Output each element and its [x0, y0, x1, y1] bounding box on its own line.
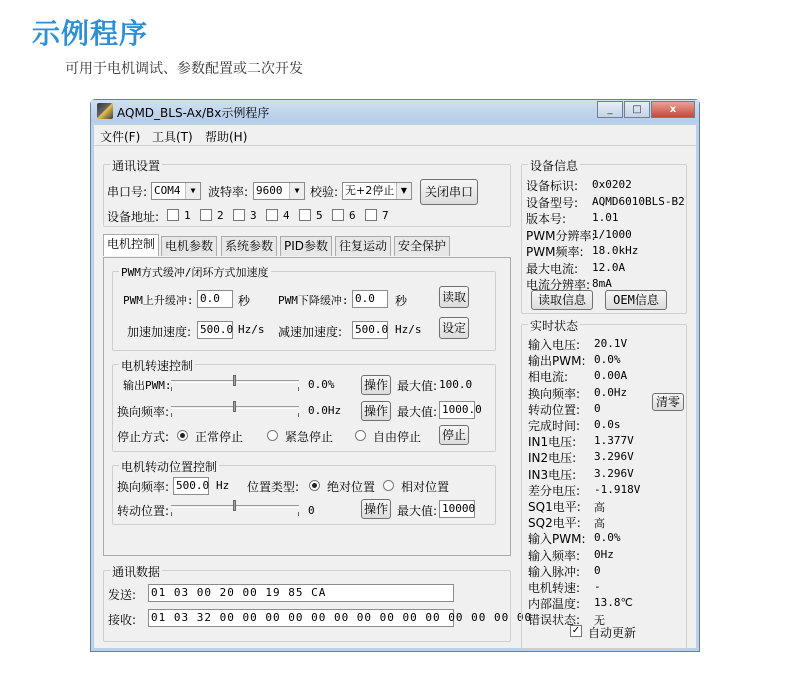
stop-mode-label: 停止方式:: [117, 430, 170, 444]
device-info-label: 最大电流:: [526, 261, 579, 276]
device-info-label: 电流分辨率:: [526, 278, 591, 292]
position-operate-button[interactable]: 操作: [361, 499, 391, 519]
realtime-value: 无: [594, 614, 605, 628]
realtime-label: 输入频率:: [528, 548, 581, 563]
pwm-max-value: 100.0: [439, 378, 473, 391]
tab-safety[interactable]: 安全保护: [394, 236, 450, 256]
freq-max-label: 最大值:: [397, 405, 438, 419]
realtime-label: 电机转速:: [528, 581, 581, 595]
realtime-value: -: [594, 580, 601, 593]
minimize-button[interactable]: _: [597, 101, 623, 118]
position-group: [112, 460, 496, 525]
address-checkbox-label: 4: [283, 209, 290, 222]
window-title: AQMD_BLS-Ax/Bx示例程序: [117, 106, 270, 120]
pwm-operate-button[interactable]: 操作: [361, 375, 391, 395]
realtime-label: 完成时间:: [528, 419, 581, 433]
pos-value: 0: [308, 504, 315, 517]
device-info-value: 8mA: [592, 277, 612, 290]
address-label: 设备地址:: [107, 210, 160, 224]
baud-label: 波特率:: [208, 185, 249, 199]
client-area: [94, 145, 696, 648]
auto-update-label: 自动更新: [588, 626, 637, 640]
position-slider[interactable]: [171, 500, 299, 516]
read-info-button[interactable]: 读取信息: [531, 290, 593, 310]
realtime-value: 0.0Hz: [594, 385, 628, 399]
device-info-label: PWM分辨率:: [526, 228, 596, 243]
realtime-status-group: [521, 319, 687, 649]
comm-data-group: [103, 565, 533, 642]
realtime-value: 1.377V: [594, 434, 634, 448]
device-info-value: AQMD6010BLS-B2: [592, 194, 685, 208]
app-icon: [97, 103, 113, 119]
chevron-down-icon: ▼: [396, 183, 411, 199]
dec-input[interactable]: 500.0: [352, 321, 388, 339]
tab-motor-control[interactable]: 电机控制: [103, 234, 159, 256]
send-field[interactable]: 01 03 00 20 00 19 85 CA: [148, 584, 454, 602]
tab-panel: [103, 257, 511, 556]
rise-input[interactable]: 0.0: [197, 290, 233, 308]
realtime-label: SQ2电平:: [528, 516, 581, 531]
address-checkbox-7[interactable]: [365, 209, 377, 221]
title-bar[interactable]: [91, 100, 699, 122]
pwm-max-label: 最大值:: [397, 379, 438, 393]
realtime-label: 输入电压:: [528, 338, 581, 352]
parity-select[interactable]: 无+2停止 ▼: [342, 182, 412, 200]
device-info-value: 0x0202: [592, 178, 632, 191]
realtime-value: 高: [594, 517, 605, 531]
realtime-value: 3.296V: [594, 450, 634, 464]
comm-settings-group: [103, 159, 511, 227]
realtime-label: IN2电压:: [528, 451, 577, 466]
app-window: [90, 99, 700, 652]
menu-bar: [94, 125, 696, 145]
realtime-label: SQ1电平:: [528, 500, 581, 514]
relative-position-label: 相对位置: [401, 480, 450, 494]
address-checkbox-2[interactable]: [200, 209, 212, 221]
acc-input[interactable]: 500.0: [197, 321, 233, 339]
tab-reciprocate[interactable]: 往复运动: [335, 236, 391, 256]
pwm-legend: PWM方式缓冲/闭环方式加速度: [121, 266, 269, 279]
fall-label: PWM下降缓冲:: [278, 294, 349, 307]
device-info-label: 设备型号:: [526, 195, 579, 210]
absolute-position-label: 绝对位置: [327, 480, 376, 494]
realtime-value: 0.0%: [594, 531, 621, 545]
realtime-label: IN3电压:: [528, 467, 577, 482]
receive-field[interactable]: 01 03 32 00 00 00 00 00 00 00 00 00 00 00 00 00 00: [148, 609, 454, 627]
acc-unit: Hz/s: [238, 323, 265, 336]
device-info-label: 版本号:: [526, 212, 567, 226]
speed-freq-label: 换向频率:: [117, 405, 170, 419]
realtime-value: 0.0%: [594, 353, 621, 367]
realtime-value: 13.8℃: [594, 596, 633, 610]
dec-label: 减速加速度:: [278, 325, 343, 339]
maximize-button[interactable]: □: [624, 101, 650, 118]
dec-unit: Hz/s: [395, 323, 422, 336]
realtime-value: -1.918V: [594, 482, 641, 496]
stop-normal-label: 正常停止: [195, 430, 244, 444]
pwm-read-button[interactable]: 读取: [439, 286, 469, 308]
port-label: 串口号:: [107, 185, 148, 199]
close-button[interactable]: x: [651, 101, 695, 118]
clear-button[interactable]: 清零: [652, 393, 684, 411]
oem-info-button[interactable]: OEM信息: [605, 290, 667, 310]
tab-motor-params[interactable]: 电机参数: [161, 236, 217, 256]
close-port-button[interactable]: 关闭串口: [420, 179, 478, 205]
page-title: 示例程序: [32, 17, 149, 50]
realtime-value: 0.00A: [594, 369, 628, 383]
baud-select[interactable]: 9600 ▼: [253, 182, 305, 200]
device-info-legend: 设备信息: [530, 159, 579, 173]
realtime-status-legend: 实时状态: [530, 319, 579, 333]
pwm-set-button[interactable]: 设定: [439, 317, 469, 339]
menu-help[interactable]: 帮助(H): [205, 130, 248, 144]
rise-unit: 秒: [238, 294, 251, 308]
port-select[interactable]: COM4 ▼: [151, 182, 201, 200]
menu-file[interactable]: 文件(F): [100, 130, 141, 144]
realtime-label: 内部温度:: [528, 597, 581, 612]
comm-settings-legend: 通讯设置: [112, 159, 161, 173]
address-checkbox-4[interactable]: [266, 209, 278, 221]
tab-strip: [103, 237, 513, 257]
realtime-value: 高: [594, 501, 605, 514]
position-type-label: 位置类型:: [247, 480, 300, 494]
device-info-value: 18.0kHz: [592, 244, 639, 257]
realtime-label: 相电流:: [528, 370, 569, 385]
rise-label: PWM上升缓冲:: [123, 294, 194, 307]
address-checkbox-label: 6: [349, 209, 356, 222]
chevron-down-icon: ▼: [185, 183, 200, 199]
pos-freq-unit: Hz: [216, 479, 230, 492]
address-checkbox-label: 5: [316, 209, 323, 222]
pos-freq-label: 换向频率:: [117, 480, 170, 494]
address-checkbox-3[interactable]: [233, 209, 245, 221]
speed-legend: 电机转速控制: [121, 359, 194, 373]
menu-tools[interactable]: 工具(T): [152, 130, 193, 144]
fall-unit: 秒: [395, 294, 408, 308]
device-info-label: 设备标识:: [526, 179, 579, 193]
realtime-label: 输出PWM:: [528, 354, 586, 369]
address-checkbox-5[interactable]: [299, 209, 311, 221]
pwm-slider[interactable]: [171, 375, 299, 391]
acc-label: 加速加速度:: [127, 325, 192, 339]
stop-free-radio[interactable]: [355, 430, 366, 441]
stop-free-label: 自由停止: [373, 430, 422, 444]
realtime-value: 20.1V: [594, 337, 628, 350]
stop-emergency-radio[interactable]: [267, 430, 278, 441]
device-info-value: 1/1000: [592, 227, 632, 241]
realtime-value: 0: [594, 401, 601, 415]
address-checkbox-label: 2: [217, 209, 224, 222]
pwm-group: [112, 266, 496, 351]
freq-max-input[interactable]: 1000.0: [439, 401, 475, 419]
page-subtitle: 可用于电机调试、参数配置或二次开发: [65, 61, 303, 77]
address-checkbox-label: 7: [382, 209, 389, 222]
pos-max-label: 最大值:: [397, 504, 438, 518]
device-info-value: 1.01: [592, 211, 619, 224]
speed-freq-value: 0.0Hz: [308, 404, 342, 417]
freq-operate-button[interactable]: 操作: [361, 401, 391, 421]
tab-pid-params[interactable]: PID参数: [280, 236, 332, 256]
speed-pwm-label: 输出PWM:: [123, 379, 172, 392]
chevron-down-icon: ▼: [289, 183, 304, 199]
send-label: 发送:: [108, 588, 137, 602]
device-info-value: 12.0A: [592, 260, 626, 274]
stop-button[interactable]: 停止: [439, 425, 469, 445]
device-info-group: [521, 159, 687, 314]
realtime-value: 0Hz: [594, 547, 614, 561]
realtime-label: IN1电压:: [528, 435, 577, 450]
address-checkbox-6[interactable]: [332, 209, 344, 221]
realtime-label: 错误状态:: [528, 613, 581, 628]
address-checkbox-1[interactable]: [167, 209, 179, 221]
freq-slider[interactable]: [171, 401, 299, 417]
speed-pwm-value: 0.0%: [308, 378, 335, 391]
receive-label: 接收:: [108, 613, 137, 627]
realtime-value: 0.0s: [594, 418, 621, 431]
relative-position-radio[interactable]: [383, 480, 394, 491]
address-checkbox-label: 3: [250, 209, 257, 222]
realtime-label: 换向频率:: [528, 386, 581, 401]
speed-group: [112, 359, 496, 452]
comm-data-legend: 通讯数据: [112, 565, 161, 579]
pos-label: 转动位置:: [117, 504, 170, 518]
device-info-label: PWM频率:: [526, 245, 584, 259]
address-checkbox-label: 1: [184, 209, 191, 222]
pos-max-input[interactable]: 10000: [439, 500, 475, 518]
fall-input[interactable]: 0.0: [352, 290, 388, 308]
pos-freq-input[interactable]: 500.0: [173, 477, 209, 495]
realtime-label: 转动位置:: [528, 402, 581, 417]
realtime-label: 输入脉冲:: [528, 564, 581, 579]
absolute-position-radio[interactable]: [309, 480, 320, 491]
auto-update-checkbox[interactable]: ✓: [571, 625, 581, 636]
position-legend: 电机转动位置控制: [121, 460, 218, 474]
tab-system-params[interactable]: 系统参数: [221, 236, 277, 256]
realtime-value: 3.296V: [594, 466, 634, 480]
realtime-label: 输入PWM:: [528, 532, 586, 547]
realtime-value: 0: [594, 563, 601, 577]
realtime-label: 差分电压:: [528, 483, 581, 498]
stop-emergency-label: 紧急停止: [285, 430, 334, 444]
stop-normal-radio[interactable]: [177, 430, 188, 441]
parity-label: 校验:: [310, 185, 339, 199]
